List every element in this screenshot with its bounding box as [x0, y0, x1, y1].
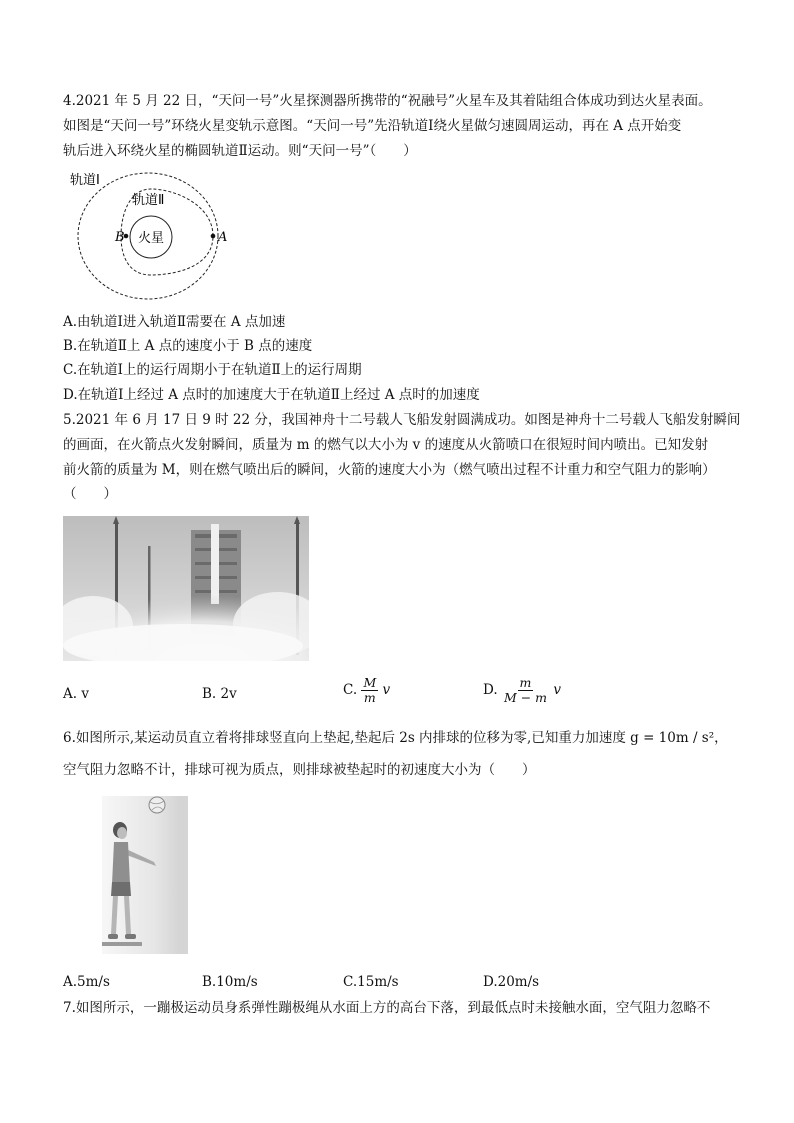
q5-option-d-prefix: D. [483, 682, 498, 698]
q4-line-3: 轨后进入环绕火星的椭圆轨道Ⅱ运动。则“天问一号”（ ） [63, 143, 417, 159]
q6-option-c: C.15m/s [343, 974, 399, 990]
q4-line-1: 4.2021 年 5 月 22 日，“天问一号”火星探测器所携带的“祝融号”火星车及其着陆组合体成功到达火星表面。 [63, 93, 712, 109]
q5-line-3: 前火箭的质量为 M，则在燃气喷出后的瞬间，火箭的速度大小为（燃气喷出过程不计重力和空气阻力的影响） [63, 462, 716, 478]
point-b-label: B [115, 230, 125, 245]
q5-line-4: （ ） [63, 486, 117, 502]
q5-option-c-prefix: C. [343, 682, 358, 698]
q6-option-b: B.10m/s [202, 974, 258, 990]
point-a-dot [211, 234, 216, 239]
q5-option-c-denominator: m [363, 690, 376, 705]
q6-line-2: 空气阻力忽略不计，排球可视为质点，则排球被垫起时的初速度大小为（ ） [63, 762, 536, 778]
q4-option-d: D.在轨道Ⅰ上经过 A 点时的加速度大于在轨道Ⅱ上经过 A 点时的加速度 [63, 387, 480, 403]
rocket-launch-photo [63, 516, 309, 661]
q4-option-a: A.由轨道Ⅰ进入轨道Ⅱ需要在 A 点加速 [63, 314, 286, 330]
orbit-1-label: 轨道Ⅰ [70, 173, 100, 188]
q5-option-c-fraction [361, 676, 378, 705]
q7-line-1: 7.如图所示，一蹦极运动员身系弹性蹦极绳从水面上方的高台下落，到最低点时未接触水面，空气阻力忽略不 [63, 1000, 711, 1016]
q5-option-c-numerator: M [363, 675, 377, 690]
mars-label: 火星 [137, 231, 165, 246]
q4-option-c: C.在轨道Ⅰ上的运行周期小于在轨道Ⅱ上的运行周期 [63, 362, 362, 378]
volleyball-player-photo [102, 796, 188, 954]
q5-option-d [483, 676, 561, 705]
q5-option-b: B. 2v [202, 686, 237, 702]
q5-option-c-suffix: v [382, 682, 391, 698]
orbit-diagram [63, 167, 253, 305]
point-a-label: A [218, 230, 228, 245]
q6-option-a: A.5m/s [63, 974, 110, 990]
q5-option-d-fraction [502, 676, 549, 705]
q5-option-a: A. v [63, 686, 89, 702]
q5-option-d-numerator: m [519, 675, 532, 690]
q6-option-d: D.20m/s [483, 974, 540, 990]
q6-line-1: 6.如图所示,某运动员直立着将排球竖直向上垫起,垫起后 2s 内排球的位移为零,已知重力加速度 g = 10m / s²， [63, 730, 728, 746]
q4-line-2: 如图是“天问一号”环绕火星变轨示意图。“天问一号”先沿轨道Ⅰ绕火星做匀速圆周运动，再在 A 点开始变 [63, 118, 682, 134]
q5-option-d-suffix: v [553, 682, 561, 698]
q4-option-b: B.在轨道Ⅱ上 A 点的速度小于 B 点的速度 [63, 338, 313, 354]
orbit-2-label: 轨道Ⅱ [132, 193, 165, 208]
q5-line-1: 5.2021 年 6 月 17 日 9 时 22 分，我国神舟十二号载人飞船发射圆满成功。如图是神舟十二号载人飞船发射瞬间 [63, 412, 741, 428]
q5-line-2: 的画面，在火箭点火发射瞬间，质量为 m 的燃气以大小为 v 的速度从火箭喷口在很短时间内喷出。已知发射 [63, 437, 709, 453]
q5-option-c [343, 676, 390, 705]
q5-option-d-denominator: M − m [503, 690, 548, 705]
